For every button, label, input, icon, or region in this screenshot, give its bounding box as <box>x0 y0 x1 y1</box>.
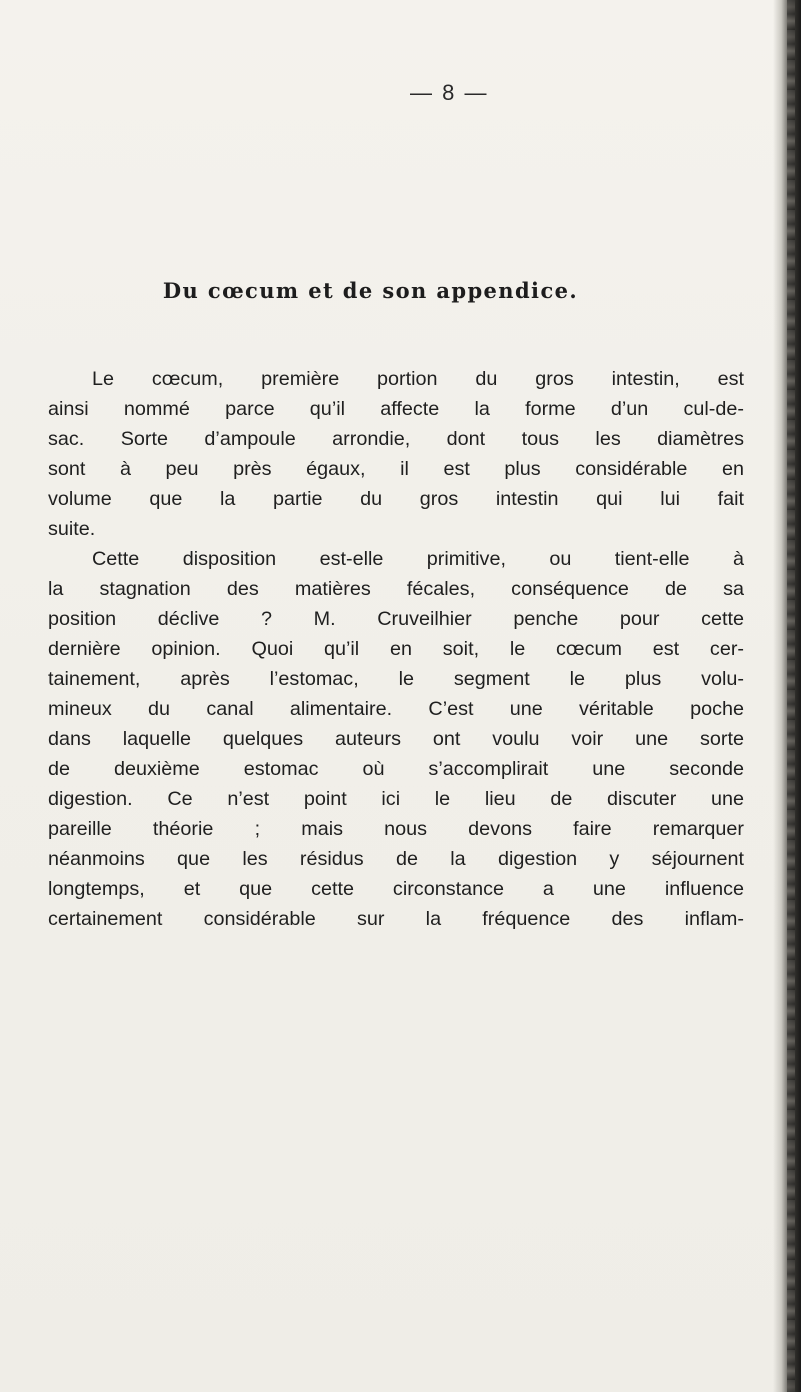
book-binding-texture <box>787 0 795 1392</box>
text-line: ainsi nommé parce qu’il affecte la forme d’un cul-de- <box>48 398 744 420</box>
body-text <box>48 364 744 934</box>
text-line: digestion. Ce n’est point ici le lieu de discuter une <box>48 788 744 810</box>
paragraph-1 <box>48 364 744 544</box>
text-line: longtemps, et que cette circonstance a une influence <box>48 878 744 900</box>
text-line: volume que la partie du gros intestin qui lui fait <box>48 488 744 510</box>
text-line: sont à peu près égaux, il est plus considérable en <box>48 458 744 480</box>
text-line: dernière opinion. Quoi qu’il en soit, le cœcum est cer- <box>48 638 744 660</box>
text-line: Cette disposition est-elle primitive, ou tient-elle à <box>92 548 744 570</box>
text-line: tainement, après l’estomac, le segment le plus volu- <box>48 668 744 690</box>
paragraph-2 <box>48 544 744 934</box>
text-line: mineux du canal alimentaire. C’est une véritable poche <box>48 698 744 720</box>
text-line: Le cœcum, première portion du gros intestin, est <box>92 368 744 390</box>
text-line: pareille théorie ; mais nous devons faire remarquer <box>48 818 744 840</box>
text-line: position déclive ? M. Cruveilhier penche pour cette <box>48 608 744 630</box>
text-line: sac. Sorte d’ampoule arrondie, dont tous les diamètres <box>48 428 744 450</box>
text-line: suite. <box>48 518 96 540</box>
text-line: de deuxième estomac où s’accomplirait une seconde <box>48 758 744 780</box>
section-heading: Du cœcum et de son appendice. <box>162 278 579 303</box>
text-line: certainement considérable sur la fréquence des inflam- <box>48 908 744 930</box>
page-number: — 8 — <box>410 80 489 105</box>
text-line: néanmoins que les résidus de la digestion y séjournent <box>48 848 744 870</box>
text-line: la stagnation des matières fécales, conséquence de sa <box>48 578 744 600</box>
text-line: dans laquelle quelques auteurs ont voulu voir une sorte <box>48 728 744 750</box>
